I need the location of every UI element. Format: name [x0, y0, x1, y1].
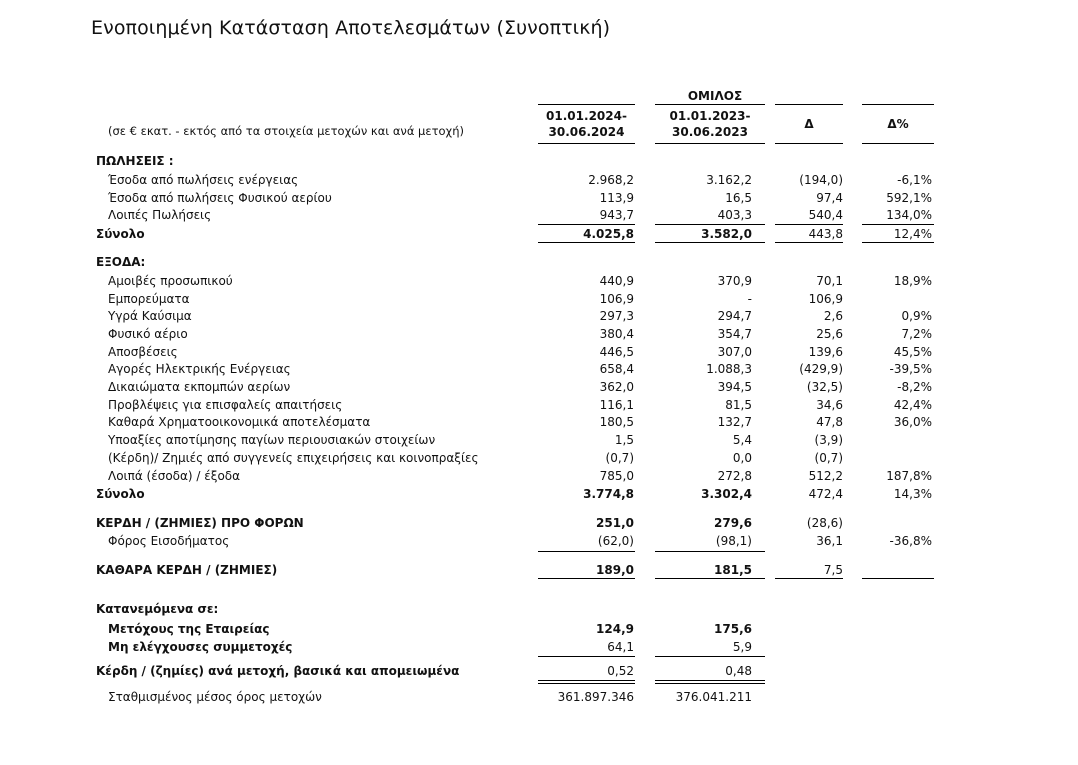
value-2024: 2.968,2 [588, 173, 634, 187]
row-label: Υγρά Καύσιμα [108, 309, 192, 323]
sales-total-rule [538, 242, 635, 243]
row-label: Σταθμισμένος μέσος όρος μετοχών [108, 690, 322, 704]
table-row [0, 171, 1078, 189]
value-2023: 354,7 [717, 327, 752, 341]
value-delta-pct: -6,1% [897, 173, 932, 187]
value-delta-pct: 0,9% [901, 309, 932, 323]
value-2023: 81,5 [725, 398, 752, 412]
value-delta: 512,2 [808, 469, 843, 483]
value-delta-pct: -8,2% [897, 380, 932, 394]
table-row [0, 378, 1078, 396]
table-row [0, 449, 1078, 467]
value-2023: (98,1) [715, 534, 752, 548]
value-delta: 2,6 [823, 309, 843, 323]
value-2024: 297,3 [599, 309, 634, 323]
row-label: Καθαρά Χρηματοοικονομικά αποτελέσματα [108, 415, 371, 429]
value-2023: 0,48 [725, 664, 752, 678]
value-2023: 294,7 [717, 309, 752, 323]
column-header-2024-line1: 01.01.2024- [546, 109, 627, 123]
allocation-rule [538, 656, 635, 657]
table-row [0, 467, 1078, 485]
value-delta-pct: 134,0% [886, 208, 932, 222]
shares-row [0, 688, 1078, 706]
value-2024: 1,5 [614, 433, 634, 447]
value-2024: 943,7 [599, 208, 634, 222]
col1-header-rule [538, 143, 635, 144]
value-2023: 394,5 [717, 380, 752, 394]
nci-row [0, 638, 1078, 656]
value-2023: 16,5 [725, 191, 752, 205]
value-2023: 181,5 [714, 563, 752, 577]
value-delta-pct: 187,8% [886, 469, 932, 483]
value-2023: 0,0 [732, 451, 752, 465]
allocated-heading: Κατανεμόμενα σε: [96, 602, 219, 616]
value-delta: 25,6 [816, 327, 843, 341]
value-2023: 3.582,0 [701, 227, 752, 241]
value-2024: 106,9 [599, 292, 634, 306]
eps-row [0, 662, 1078, 680]
row-label: Εμπορεύματα [108, 292, 190, 306]
column-header-delta: Δ [804, 117, 814, 131]
column-header-2023 [655, 108, 765, 140]
value-2023: 370,9 [717, 274, 752, 288]
value-delta-pct: 12,4% [893, 227, 932, 241]
value-delta: 106,9 [808, 292, 843, 306]
row-label: (Κέρδη)/ Ζημιές από συγγενείς επιχειρήσεις και κοινοπραξίες [108, 451, 479, 465]
table-row [0, 325, 1078, 343]
sales-total-row [0, 225, 1078, 243]
value-delta-pct: 7,2% [901, 327, 932, 341]
row-label: Αμοιβές προσωπικού [108, 274, 233, 288]
table-row [0, 189, 1078, 207]
value-2024: 3.774,8 [583, 487, 634, 501]
row-label: Δικαιώματα εκπομπών αερίων [108, 380, 291, 394]
eps-rule [538, 680, 635, 681]
row-label: Αγορές Ηλεκτρικής Ενέργειας [108, 362, 291, 376]
column-header-2024-line2: 30.06.2024 [548, 125, 625, 139]
value-2024: 362,0 [599, 380, 634, 394]
table-row [0, 396, 1078, 414]
col1-top-rule [538, 104, 635, 105]
table-row [0, 290, 1078, 308]
col3-header-rule [775, 143, 843, 144]
value-2024: 189,0 [596, 563, 634, 577]
value-2024: 116,1 [599, 398, 634, 412]
col4-header-rule [862, 143, 934, 144]
page-title: Ενοποιημένη Κατάσταση Αποτελεσμάτων (Συνοπτική) [91, 17, 611, 39]
row-label: Έσοδα από πωλήσεις ενέργειας [108, 173, 299, 187]
value-delta: 540,4 [808, 208, 843, 222]
net-rule [775, 578, 843, 579]
value-2024: 440,9 [599, 274, 634, 288]
units-note: (σε € εκατ. - εκτός από τα στοιχεία μετοχών και ανά μετοχή) [108, 124, 464, 138]
value-2023: 132,7 [717, 415, 752, 429]
row-label: Φυσικό αέριο [108, 327, 188, 341]
value-2023: 3.302,4 [701, 487, 752, 501]
row-label: ΚΑΘΑΡΑ ΚΕΡΔΗ / (ΖΗΜΙΕΣ) [96, 563, 278, 577]
value-2024: 113,9 [599, 191, 634, 205]
value-2024: 0,52 [607, 664, 634, 678]
value-2024: 4.025,8 [583, 227, 634, 241]
column-header-2023-line1: 01.01.2023- [669, 109, 751, 123]
value-delta: (3,9) [814, 433, 843, 447]
column-header-2024 [538, 108, 635, 140]
tax-rule [538, 551, 635, 552]
sales-total-rule [775, 242, 843, 243]
value-2023: 279,6 [714, 516, 752, 530]
expenses-total-row [0, 485, 1078, 503]
value-2023: 376.041.211 [675, 690, 752, 704]
row-label: ΚΕΡΔΗ / (ΖΗΜΙΕΣ) ΠΡΟ ΦΟΡΩΝ [96, 516, 304, 530]
value-delta-pct: 18,9% [893, 274, 932, 288]
value-2024: 64,1 [607, 640, 634, 654]
value-2023: 1.088,3 [706, 362, 752, 376]
value-delta: (32,5) [806, 380, 843, 394]
col4-top-rule [862, 104, 934, 105]
value-2024: 251,0 [596, 516, 634, 530]
value-delta: 472,4 [808, 487, 843, 501]
value-2023: 272,8 [717, 469, 752, 483]
value-delta: (429,9) [799, 362, 843, 376]
value-delta-pct: 592,1% [886, 191, 932, 205]
value-delta: (28,6) [806, 516, 843, 530]
eps-double-rule [538, 683, 635, 684]
value-delta: 36,1 [816, 534, 843, 548]
value-delta-pct: 36,0% [893, 415, 932, 429]
value-2023: 3.162,2 [706, 173, 752, 187]
row-label: Λοιπές Πωλήσεις [108, 208, 212, 222]
value-delta: 443,8 [808, 227, 843, 241]
table-row [0, 206, 1078, 224]
value-2023: 307,0 [717, 345, 752, 359]
value-delta-pct: 42,4% [893, 398, 932, 412]
value-2024: 785,0 [599, 469, 634, 483]
value-delta: (194,0) [799, 173, 843, 187]
sales-heading: ΠΩΛΗΣΕΙΣ : [96, 154, 174, 168]
value-delta-pct: 14,3% [893, 487, 932, 501]
row-label: Φόρος Εισοδήματος [108, 534, 230, 548]
value-delta: 47,8 [816, 415, 843, 429]
pretax-row [0, 514, 1078, 532]
row-label: Αποσβέσεις [108, 345, 178, 359]
table-row [0, 272, 1078, 290]
owners-row [0, 620, 1078, 638]
value-2023: 5,9 [732, 640, 752, 654]
value-delta: 34,6 [816, 398, 843, 412]
eps-double-rule [655, 683, 765, 684]
column-header-delta-pct: Δ% [887, 117, 909, 131]
table-row [0, 307, 1078, 325]
table-row [0, 431, 1078, 449]
value-2024: (62,0) [597, 534, 634, 548]
table-row [0, 360, 1078, 378]
value-2023: - [747, 292, 752, 306]
group-header: ΟΜΙΛΟΣ [687, 89, 743, 103]
net-profit-row [0, 561, 1078, 579]
tax-row [0, 532, 1078, 550]
value-2024: 361.897.346 [557, 690, 634, 704]
col3-top-rule [775, 104, 843, 105]
value-2024: 124,9 [596, 622, 634, 636]
value-2023: 5,4 [732, 433, 752, 447]
row-label: Σύνολο [96, 487, 145, 501]
net-rule [538, 578, 635, 579]
table-row [0, 413, 1078, 431]
tax-rule [655, 551, 765, 552]
row-label: Σύνολο [96, 227, 145, 241]
group-header-rule [655, 104, 765, 105]
expenses-heading: ΕΞΟΔΑ: [96, 255, 146, 269]
row-label: Έσοδα από πωλήσεις Φυσικού αερίου [108, 191, 332, 205]
column-header-2023-line2: 30.06.2023 [672, 125, 748, 139]
net-rule [862, 578, 934, 579]
value-delta-pct: -39,5% [889, 362, 932, 376]
value-2023: 175,6 [714, 622, 752, 636]
value-delta: 139,6 [808, 345, 843, 359]
sales-total-rule [862, 242, 934, 243]
value-2023: 403,3 [717, 208, 752, 222]
value-2024: 446,5 [599, 345, 634, 359]
allocation-rule [655, 656, 765, 657]
value-2024: (0,7) [605, 451, 634, 465]
row-label: Λοιπά (έσοδα) / έξοδα [108, 469, 241, 483]
value-delta-pct: -36,8% [889, 534, 932, 548]
col2-header-rule [655, 143, 765, 144]
value-2024: 380,4 [599, 327, 634, 341]
value-delta-pct: 45,5% [893, 345, 932, 359]
value-delta: 97,4 [816, 191, 843, 205]
value-delta: (0,7) [814, 451, 843, 465]
sales-total-rule [655, 242, 765, 243]
value-delta: 7,5 [823, 563, 843, 577]
table-row [0, 343, 1078, 361]
row-label: Μετόχους της Εταιρείας [108, 622, 270, 636]
value-2024: 658,4 [599, 362, 634, 376]
net-rule [655, 578, 765, 579]
row-label: Κέρδη / (ζημίες) ανά μετοχή, βασικά και απομειωμένα [96, 664, 460, 678]
value-2024: 180,5 [599, 415, 634, 429]
row-label: Προβλέψεις για επισφαλείς απαιτήσεις [108, 398, 343, 412]
row-label: Υποαξίες αποτίμησης παγίων περιουσιακών στοιχείων [108, 433, 436, 447]
eps-rule [655, 680, 765, 681]
row-label: Μη ελέγχουσες συμμετοχές [108, 640, 293, 654]
value-delta: 70,1 [816, 274, 843, 288]
